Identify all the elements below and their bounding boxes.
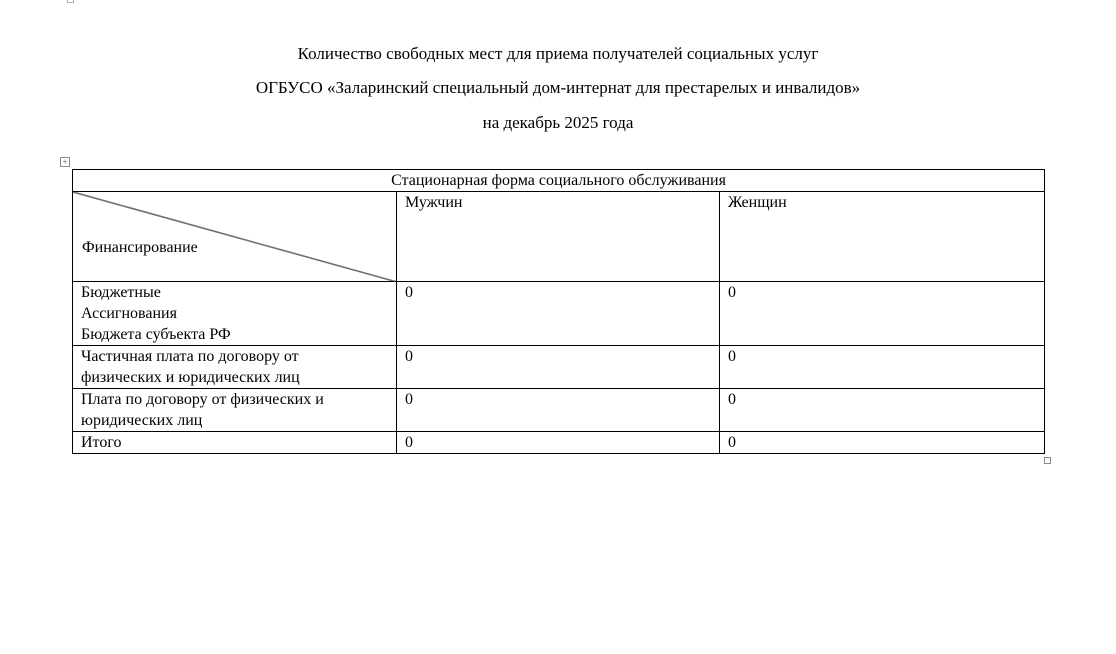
cell-men: 0 [397,432,720,454]
table-row-total [73,432,1045,454]
title-line-2: ОГБУСО «Заларинский специальный дом-интернат для престарелых и инвалидов» [255,78,861,97]
row-label-line: Ассигнования [81,305,177,322]
cell-women: 0 [720,389,1045,432]
page-corner-marker [67,0,74,3]
row-label-line: Итого [81,434,122,451]
table-caption: Стационарная форма социального обслуживания [73,170,1045,192]
title-line-3: на декабрь 2025 года [482,113,634,132]
caption-row [73,170,1045,192]
title-line-1: Количество свободных мест для приема получателей социальных услуг [297,44,819,63]
row-label-line: физических и юридических лиц [81,369,300,386]
table-row [73,389,1045,432]
row-label-line: юридических лиц [81,412,203,429]
column-header-men: Мужчин [397,192,720,282]
table-row [73,346,1045,389]
row-label-line: Бюджета субъекта РФ [81,326,231,343]
financing-label: Финансирование [82,239,198,256]
column-header-women: Женщин [720,192,1045,282]
cell-men: 0 [397,346,720,389]
cell-women: 0 [720,282,1045,346]
row-label [73,346,397,389]
vacancy-table [72,169,1045,454]
table-resize-handle-icon[interactable] [1044,457,1051,464]
cell-women: 0 [720,346,1045,389]
cell-women: 0 [720,432,1045,454]
header-row [73,192,1045,282]
corner-header-cell [73,192,397,282]
row-label-line: Плата по договору от физических и [81,391,324,408]
row-label-line: Бюджетные [81,284,161,301]
row-label [73,432,397,454]
cell-men: 0 [397,282,720,346]
row-label-line: Частичная плата по договору от [81,348,299,365]
row-label [73,282,397,346]
table-move-handle-icon[interactable]: + [60,157,70,167]
cell-men: 0 [397,389,720,432]
row-label [73,389,397,432]
table-row [73,282,1045,346]
